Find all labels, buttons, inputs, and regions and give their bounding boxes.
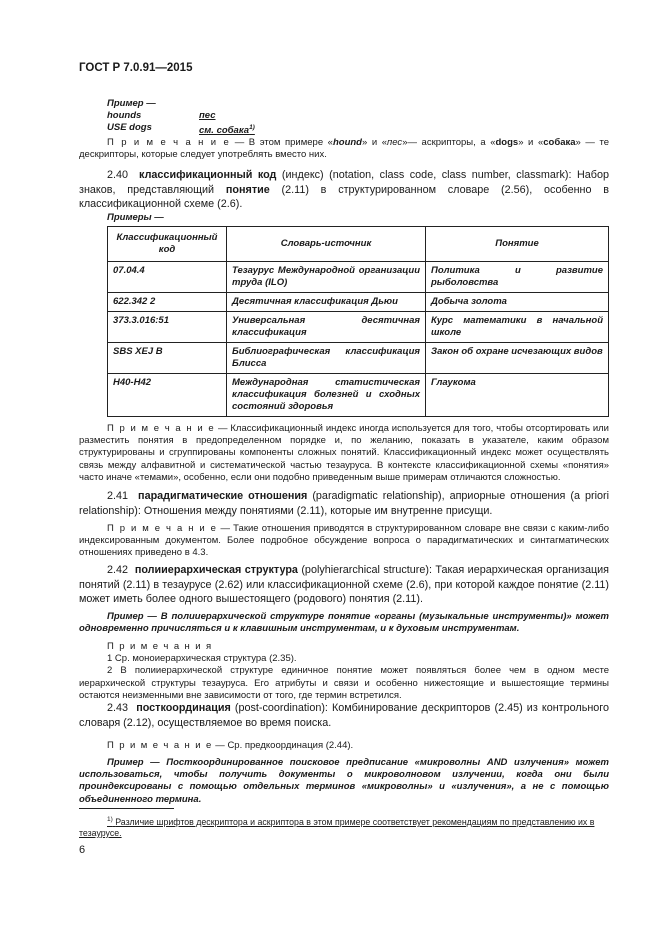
term-2-40 bbox=[79, 168, 609, 212]
note-label: П р и м е ч а н и е bbox=[107, 523, 218, 534]
table-cell: Международная статистическая классификация болезней и сходных состояний здоровья bbox=[227, 374, 426, 417]
term-definition: (2.11) в структурированном словаре (2.56), особенно в классификационной схеме (2.6). bbox=[79, 183, 610, 210]
table-cell: SBS XEJ B bbox=[108, 343, 227, 374]
term-number: 2.42 bbox=[107, 564, 129, 576]
example-term-left: hounds bbox=[107, 110, 142, 121]
term-number: 2.40 bbox=[107, 169, 129, 181]
notes-2-42 bbox=[79, 641, 609, 702]
notes-label: П р и м е ч а н и я bbox=[107, 641, 213, 652]
note-label: П р и м е ч а н и е bbox=[107, 137, 231, 148]
footnote-divider bbox=[79, 808, 174, 809]
note-text: » и « bbox=[361, 137, 388, 148]
column-header: Классификационный код bbox=[108, 227, 227, 262]
table-cell: 373.3.016:51 bbox=[108, 312, 227, 343]
table-cell: Курс математики в начальной школе bbox=[426, 312, 609, 343]
table-row bbox=[108, 374, 609, 417]
term-2-42 bbox=[79, 563, 609, 607]
note-word: hound bbox=[332, 137, 362, 148]
note-text: — Классификационный индекс иногда используется для того, чтобы отсортировать или разместить понятия в предопределенном порядке и, по желанию, показать в указателе, каким образом структурированы и сгруппированы компоненты сложных понятий. Классификационный индекс может осуществлять связь между алфавитной и систематической частью тезауруса. В контексте классификационной схемы «понятия» часто иначе «темами», особенно, если они подобно приведенным выше примерам отличаются сложностью. bbox=[79, 423, 609, 483]
example-term-left: USE dogs bbox=[107, 122, 152, 133]
term-definition: (polyhierarchical structure): Такая иерархическая организация понятий (2.11) в тезаурусе (2.62) или классификационной схеме (2.6), при которой каждое понятие (2.11) может иметь более одного вышестоящего (родового) понятия (2.11). bbox=[79, 564, 610, 605]
example-label: Пример — bbox=[107, 98, 156, 109]
note-2 bbox=[79, 423, 609, 484]
column-header: Словарь-источник bbox=[227, 227, 426, 262]
table-cell: Тезаурус Международной организации труда (ILO) bbox=[227, 262, 426, 293]
table-cell: Политика и развитие рыболовства bbox=[426, 262, 609, 293]
table-row bbox=[108, 293, 609, 312]
term-title: парадигматические отношения bbox=[138, 490, 308, 502]
table-cell: 622.342 2 bbox=[108, 293, 227, 312]
example-row bbox=[107, 122, 255, 137]
note-word: собака bbox=[543, 137, 576, 148]
example-term-right: пес bbox=[199, 110, 216, 121]
table-cell: Десятичная классификация Дьюи bbox=[227, 293, 426, 312]
note-word: dogs bbox=[495, 137, 519, 148]
example-term-right bbox=[199, 122, 255, 137]
footnote-ref: 1) bbox=[249, 124, 255, 131]
table-cell: H40-H42 bbox=[108, 374, 227, 417]
term-definition: (индекс) (notation, class code, class number, classmark): Набор знаков, представляющий bbox=[79, 169, 609, 196]
examples-label: Примеры — bbox=[107, 212, 164, 223]
term-definition: (paradigmatic relationship), априорные отношения (a priori relationship): Отношения между понятиями (2.11), которые им внутренне присущи. bbox=[79, 490, 610, 517]
note-3 bbox=[79, 523, 609, 560]
term-2-41 bbox=[79, 489, 609, 518]
note-text: — Ср. предкоординация (2.44). bbox=[212, 740, 354, 751]
example-block-top bbox=[107, 98, 255, 137]
note-text: »— аскрипторы, а « bbox=[402, 137, 496, 148]
table-cell: Универсальная десятичная классификация bbox=[227, 312, 426, 343]
note-4 bbox=[79, 740, 609, 752]
table-row bbox=[108, 343, 609, 374]
term-number: 2.43 bbox=[107, 702, 129, 714]
column-header: Понятие bbox=[426, 227, 609, 262]
term-title: посткоординация bbox=[136, 702, 231, 714]
table-cell: Библиографическая классификация Блисса bbox=[227, 343, 426, 374]
table-cell: Глаукома bbox=[426, 374, 609, 417]
term-definition: (post-coordination): Комбинирование дескрипторов (2.45) из контрольного словаря (2.12), осуществляемое во время поиска. bbox=[79, 702, 609, 729]
note-text: — Такие отношения приводятся в структурированном словаре вне связи с каким-либо индексированным документом. Более подробное обсуждение вопроса о парадигматических и синтагматических отношениях приведено в 4.3. bbox=[79, 523, 609, 559]
footnote bbox=[79, 814, 609, 839]
table-row bbox=[108, 312, 609, 343]
note-text: » — те дескрипторы, которые следует употреблять вместо них. bbox=[79, 137, 609, 161]
document-header: ГОСТ Р 7.0.91—2015 bbox=[79, 62, 193, 74]
term-ref: понятие bbox=[225, 183, 270, 196]
footnote-mark: 1) bbox=[107, 816, 113, 823]
note-label: П р и м е ч а н и е bbox=[107, 423, 216, 434]
note-word: пес bbox=[387, 137, 403, 148]
page-number: 6 bbox=[79, 844, 86, 856]
note-text: » и « bbox=[518, 137, 544, 148]
note-1 bbox=[79, 137, 609, 161]
table-cell: Закон об охране исчезающих видов bbox=[426, 343, 609, 374]
example-2-43: Пример — Посткоординированное поисковое предписание «микроволны AND излучения» может использоваться, чтобы получить документы о микроволновом излучении, когда они были проиндексированы с помощью отдельных терминов «микроволны» и «излучения», а не с помощью объединенного термина. bbox=[79, 757, 609, 805]
term-title: полииерархическая структура bbox=[134, 564, 298, 576]
term-title: классификационный код bbox=[139, 169, 277, 181]
classification-table bbox=[107, 226, 609, 417]
note-text: — В этом примере « bbox=[230, 137, 333, 148]
example-term-right-text: см. собака bbox=[199, 125, 250, 137]
table-row bbox=[108, 262, 609, 293]
table-cell: 07.04.4 bbox=[108, 262, 227, 293]
term-2-43 bbox=[79, 701, 609, 730]
table-header-row bbox=[108, 227, 609, 262]
example-2-42: Пример — В полииерархической структуре понятие «органы (музыкальные инструменты)» может одновременно причисляться и к клавишным инструментам, и к духовым инструментам. bbox=[79, 611, 609, 635]
table-cell: Добыча золота bbox=[426, 293, 609, 312]
example-row bbox=[107, 110, 255, 122]
note-label: П р и м е ч а н и е bbox=[107, 740, 213, 751]
footnote-text: Различие шрифтов дескриптора и аскриптора в этом примере соответствует рекомендациям по представлению их в тезаурусе. bbox=[79, 816, 595, 838]
note-item: 2 В полииерархической структуре единичное понятие может появляться более чем в одном месте иерархической структуры тезауруса. Его атрибуты и связи и особенно нижестоящие и вышестоящие термины остаются неизменными вне зависимости от того, где термин встретился. bbox=[79, 665, 609, 701]
note-item: 1 Ср. моноиерархическая структура (2.35). bbox=[107, 653, 297, 665]
term-number: 2.41 bbox=[107, 490, 129, 502]
